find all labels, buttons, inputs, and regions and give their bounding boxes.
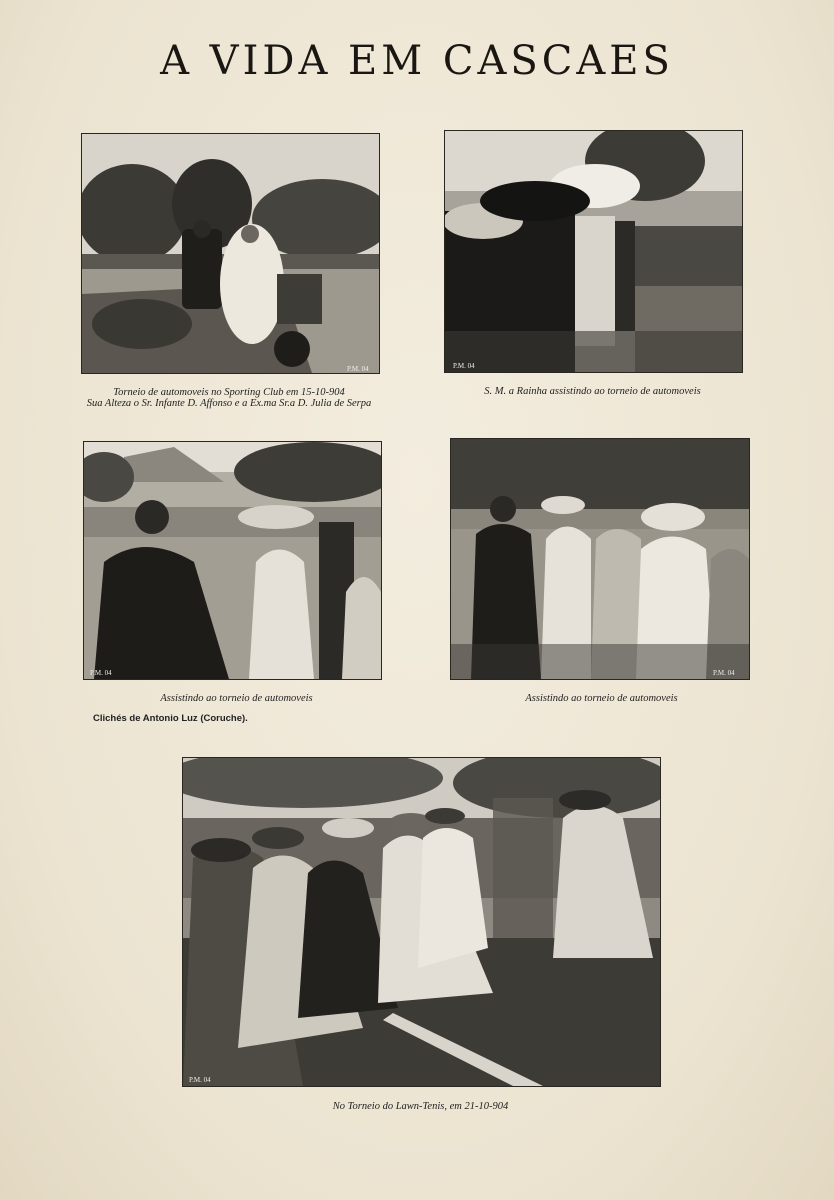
svg-text:P.M. 04: P.M. 04 (713, 669, 735, 677)
photo-spectators-left (83, 441, 382, 680)
svg-text:P.M. 04: P.M. 04 (189, 1076, 211, 1084)
photo-queen-image (445, 131, 742, 372)
photo-1-caption-line2: Sua Alteza o Sr. Infante D. Affonso e a Ex.ma Sr.a D. Julia de Serpa (86, 398, 372, 409)
svg-text:P.M. 04: P.M. 04 (453, 362, 475, 370)
photo-lawn-tennis (182, 757, 661, 1087)
svg-text:P.M. 04: P.M. 04 (347, 365, 369, 373)
photo-spectators-right-image (451, 439, 749, 679)
photo-3-caption: Assistindo ao torneio de automoveis (160, 693, 313, 704)
photo-2-caption: S. M. a Rainha assistindo ao torneio de automoveis (484, 386, 701, 397)
photo-automobile-tournament (81, 133, 380, 374)
photo-spectators-left-image (84, 442, 381, 679)
page-title: A VIDA EM CASCAES (160, 38, 674, 84)
photo-queen-watching (444, 130, 743, 373)
photo-automobile-image (82, 134, 379, 373)
photo-spectators-right (450, 438, 750, 680)
photo-5-caption: No Torneio do Lawn-Tenis, em 21-10-904 (332, 1101, 509, 1112)
photo-credit: Clichés de Antonio Luz (Coruche). (93, 713, 248, 724)
svg-text:P.M. 04: P.M. 04 (90, 669, 112, 677)
photo-1-caption-line1: Torneio de automoveis no Sporting Club em 15-10-904 (113, 387, 345, 398)
photo-lawn-tennis-image (183, 758, 660, 1086)
photo-4-caption: Assistindo ao torneio de automoveis (525, 693, 678, 704)
